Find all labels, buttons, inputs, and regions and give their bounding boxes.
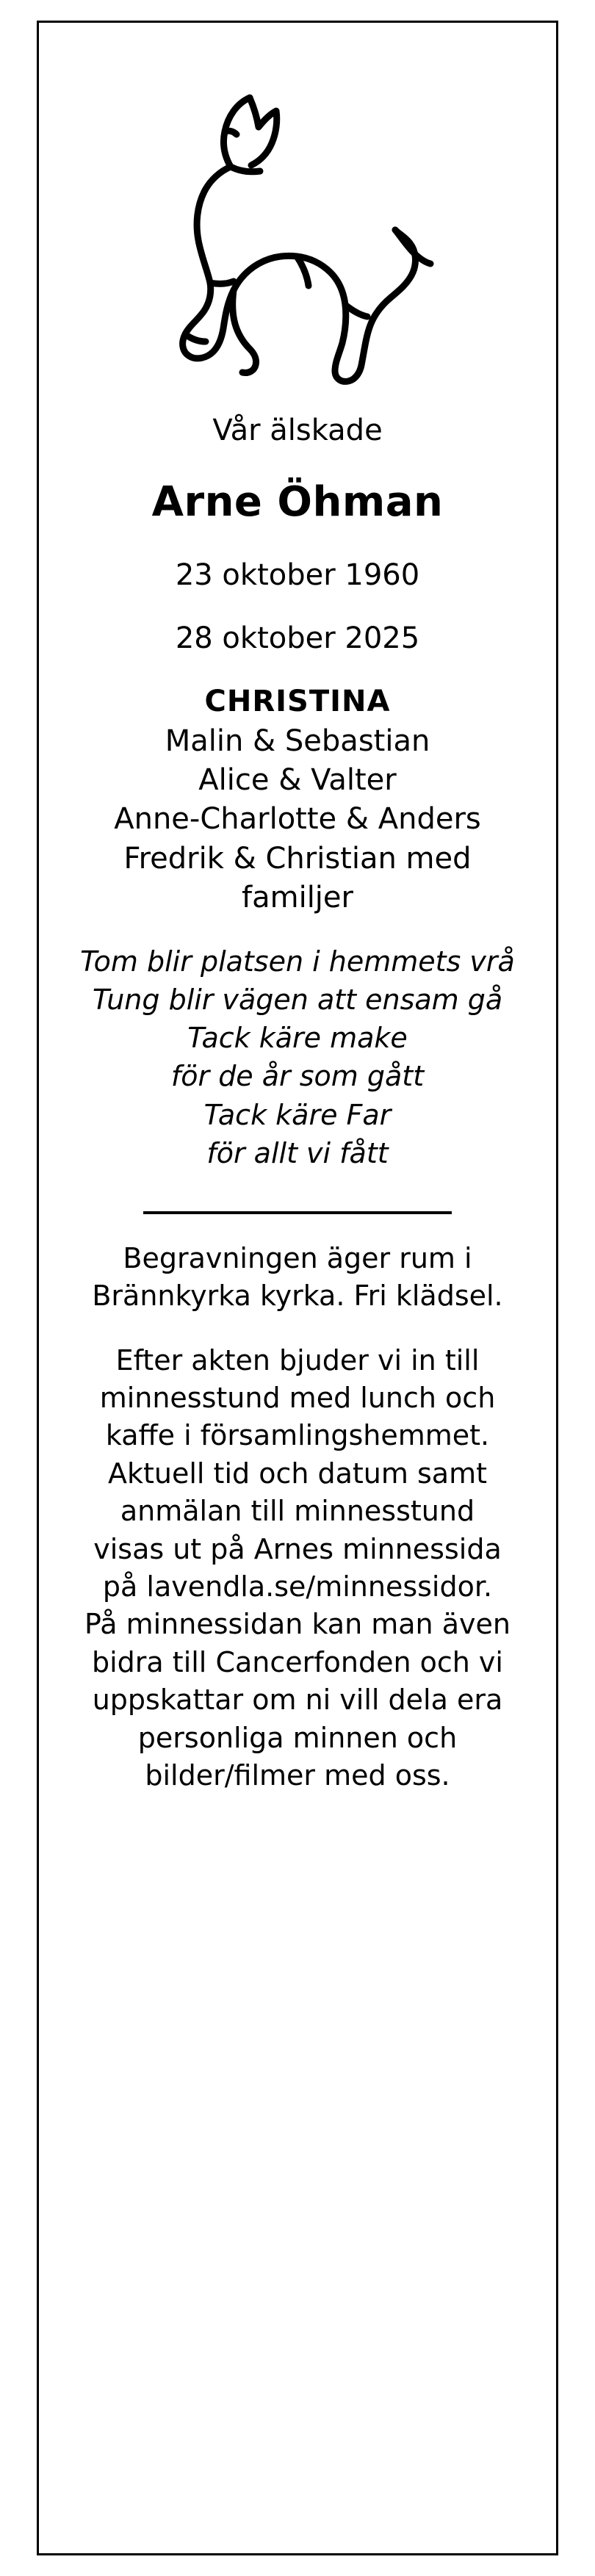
poem: [80, 943, 515, 1173]
poem-line: Tack käre make: [187, 1022, 408, 1055]
info-line: uppskattar om ni vill dela era: [92, 1684, 503, 1717]
horse-symbol: [140, 68, 455, 392]
memorial-info: [84, 1343, 511, 1796]
info-line: bidra till Cancerfonden och vi: [92, 1645, 503, 1678]
info-line: Aktuell tid och datum samt: [107, 1457, 487, 1490]
ceremony-line: Begravningen äger rum i: [123, 1241, 472, 1274]
info-line: personliga minnen och: [137, 1721, 458, 1754]
info-line: Efter akten bjuder vi in till: [115, 1343, 480, 1377]
section-divider: [143, 1211, 452, 1214]
obituary-notice: [37, 21, 558, 2555]
primary-survivor: CHRISTINA: [204, 685, 391, 718]
intro-text: Vår älskade: [212, 414, 383, 447]
poem-line: Tom blir platsen i hemmets vrå: [80, 945, 515, 978]
survivor-line: Malin & Sebastian: [165, 724, 430, 758]
ceremony-info: [92, 1241, 502, 1316]
info-line: kaffe i församlingshemmet.: [105, 1419, 490, 1452]
deceased-name: Arne Öhman: [151, 478, 444, 526]
info-line-memorial-site-url: på lavendla.se/minnessidor.: [102, 1570, 493, 1603]
poem-line: Tung blir vägen att ensam gå: [92, 984, 503, 1017]
info-line: bilder/filmer med oss.: [145, 1758, 450, 1792]
survivor-line: Anne-Charlotte & Anders: [114, 802, 481, 837]
info-line: anmälan till minnesstund: [120, 1495, 475, 1528]
survivor-line: familjer: [242, 880, 353, 914]
survivor-line: Alice & Valter: [198, 763, 397, 798]
ceremony-line: Brännkyrka kyrka. Fri klädsel.: [92, 1280, 503, 1313]
survivor-line: Fredrik & Christian med: [123, 841, 472, 876]
poem-line: för allt vi fått: [206, 1136, 389, 1169]
poem-line: Tack käre Far: [203, 1098, 392, 1131]
info-line: På minnessidan kan man även: [84, 1608, 511, 1641]
birth-date: 23 oktober 1960: [175, 558, 420, 592]
info-line: visas ut på Arnes minnessida: [93, 1532, 502, 1565]
death-date: 28 oktober 2025: [175, 621, 420, 655]
poem-line: för de år som gått: [170, 1060, 425, 1093]
info-line: minnesstund med lunch och: [99, 1382, 496, 1415]
survivors-list: [114, 723, 481, 918]
